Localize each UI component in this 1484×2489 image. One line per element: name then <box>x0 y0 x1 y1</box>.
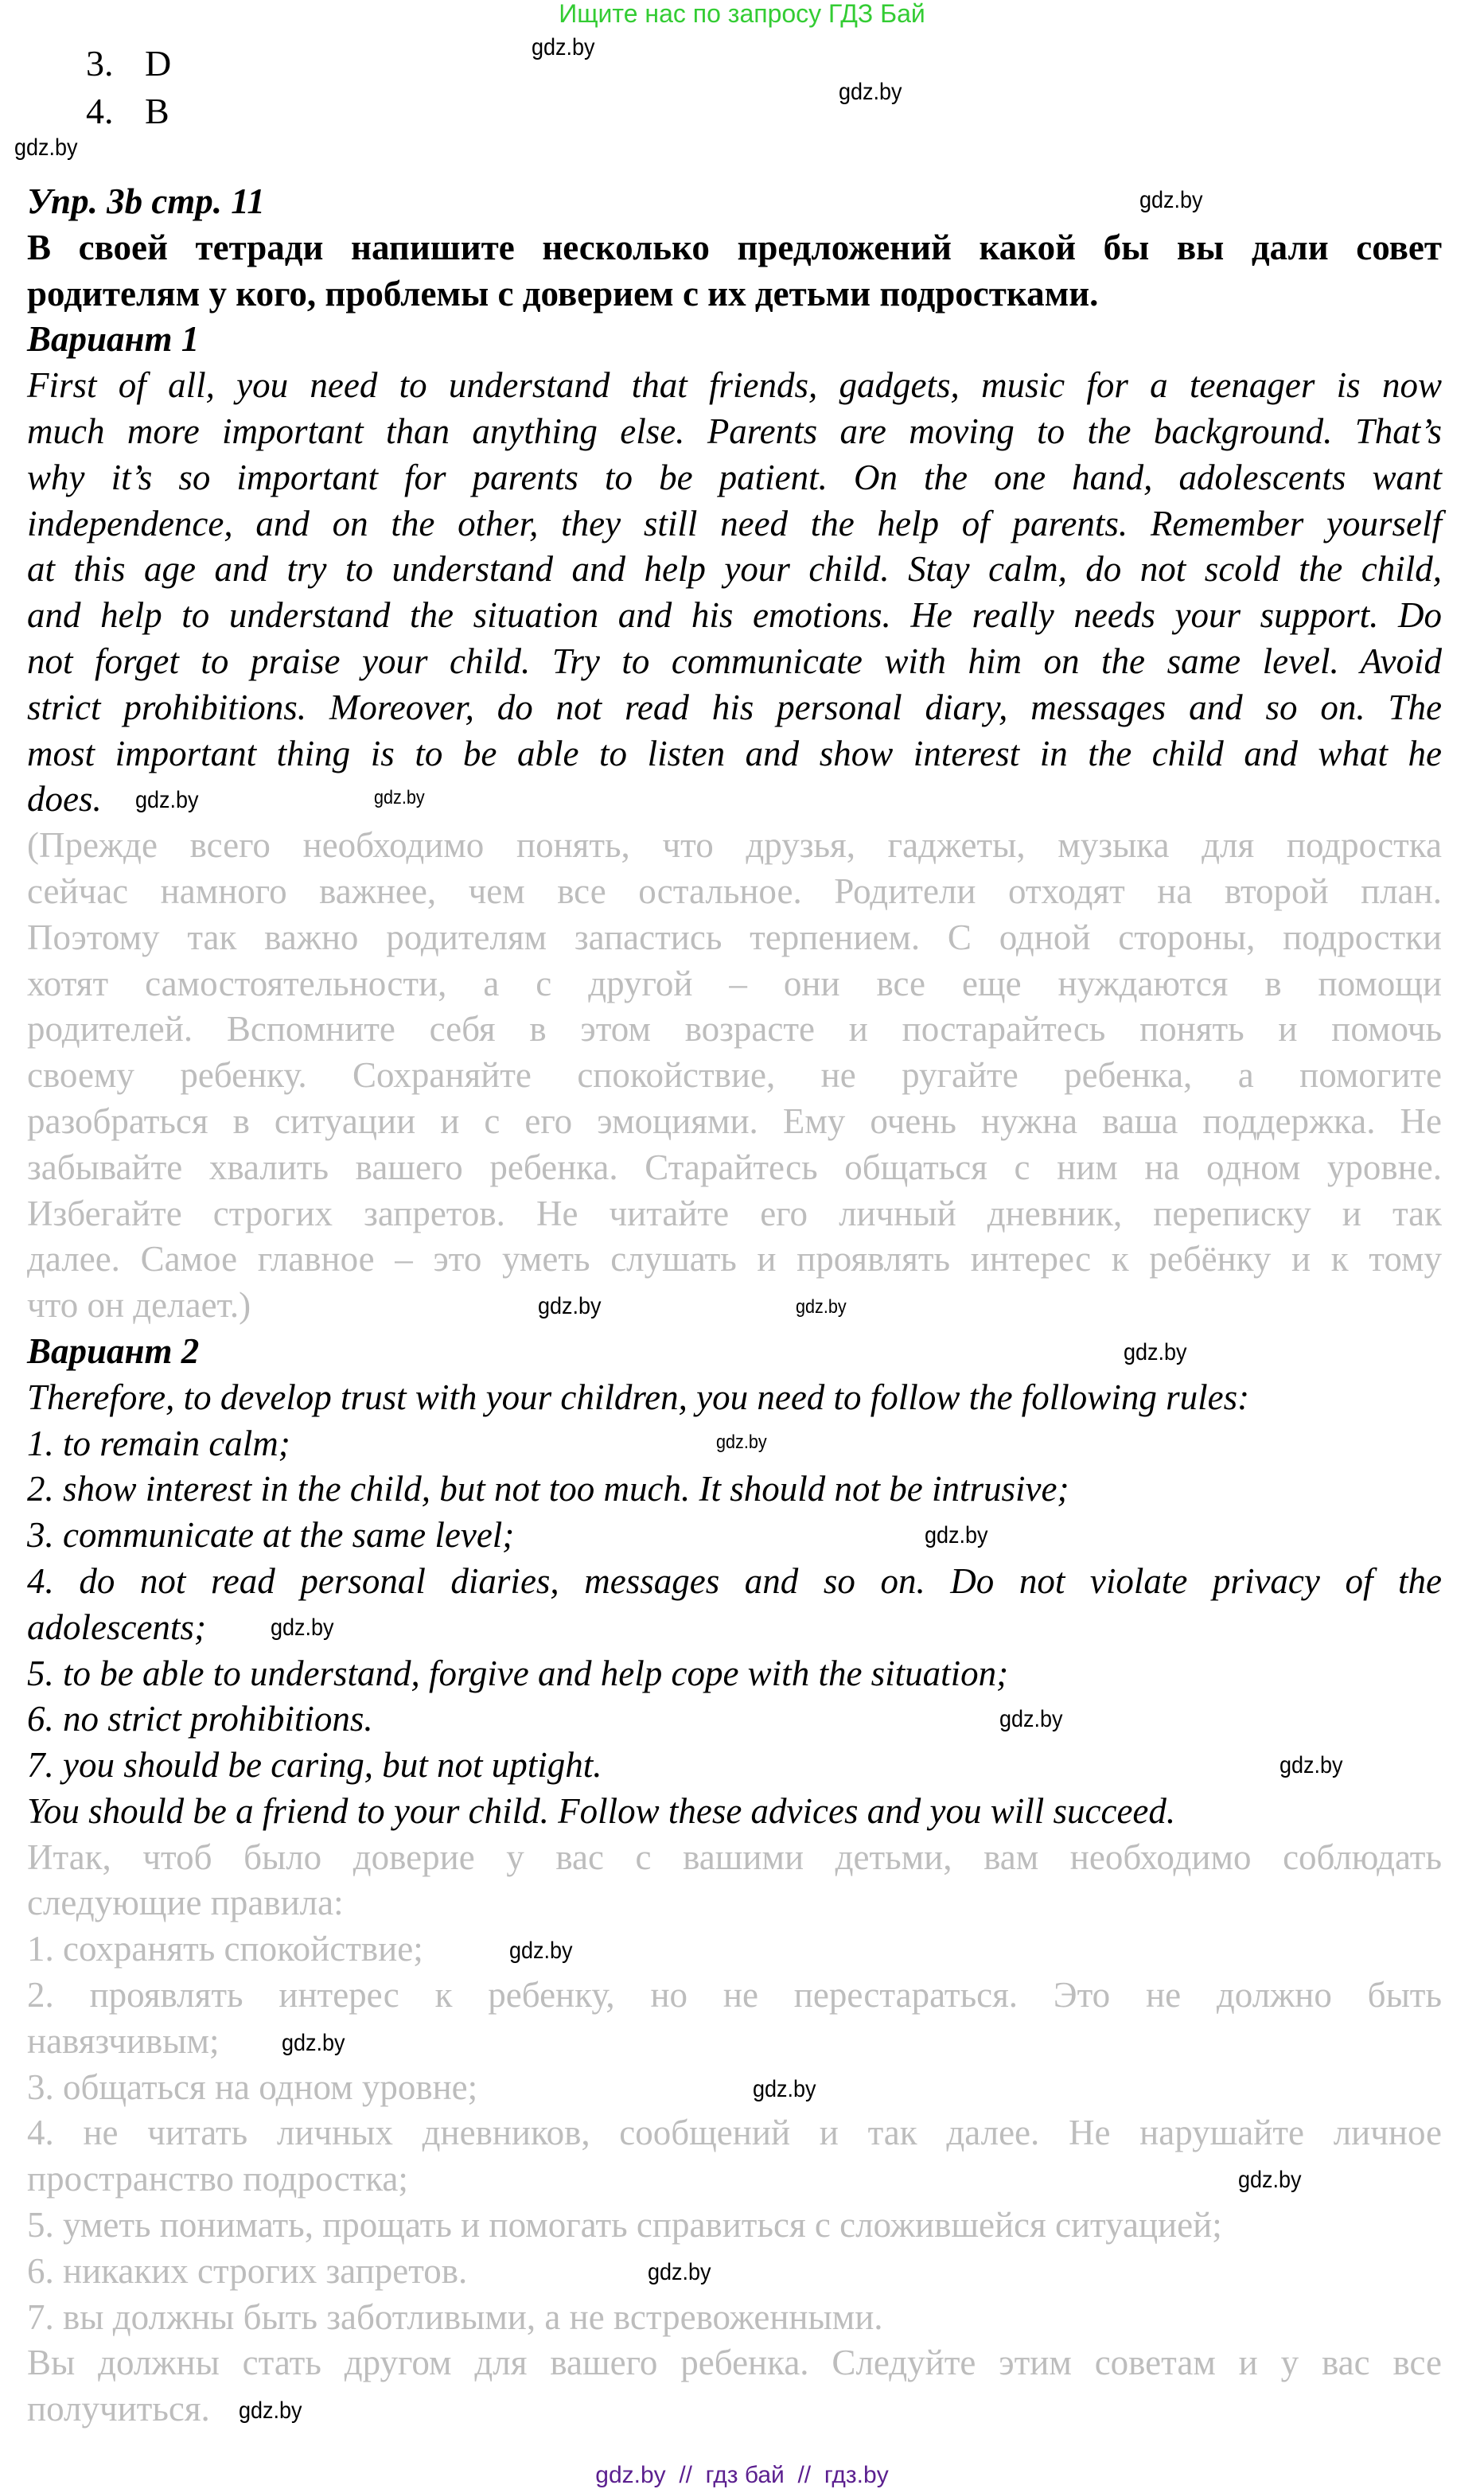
rule-3 <box>27 1513 1442 1559</box>
rule-ru-2 <box>27 1973 1442 2065</box>
watermark: gdz.by <box>1124 1339 1187 1365</box>
text-line: далее. Самое главное – это уметь слушать и проявлять интерес к ребёнку и к тому <box>27 1239 1442 1280</box>
text-line: 7. you should be caring, but not uptight. <box>27 1745 602 1786</box>
watermark: gdz.by <box>374 787 425 808</box>
rule-ru-3 <box>27 2065 1442 2111</box>
rule-ru-1 <box>27 1926 1442 1973</box>
text-line: strict prohibitions. Moreover, do not read his personal diary, messages and so on. The <box>27 687 1442 727</box>
variant-1-russian <box>27 823 1442 1329</box>
text-line: получиться. <box>27 2389 210 2429</box>
text-line: 6. никаких строгих запретов. <box>27 2250 468 2291</box>
watermark: gdz.by <box>753 2076 816 2102</box>
rule-7 <box>27 1743 1442 1789</box>
text-line: 4. do not read personal diaries, messages and so on. Do not violate privacy of the <box>27 1560 1442 1601</box>
rule-6 <box>27 1696 1442 1743</box>
watermark: gdz.by <box>14 134 78 161</box>
text-line: 3. communicate at the same level; <box>27 1515 515 1556</box>
variant-2-conclusion <box>27 1789 1442 1835</box>
answer-number: 3. <box>86 43 114 84</box>
text-line: why it’s so important for parents to be patient. On the one hand, adolescents want <box>27 457 1442 497</box>
watermark: gdz.by <box>538 1293 602 1319</box>
text-line: 2. проявлять интерес к ребенку, но не перестараться. Это не должно быть <box>27 1975 1442 2016</box>
text-line: Упр. 3b стр. 11 <box>27 181 265 221</box>
text-line: хотят самостоятельности, а с другой – они все еще нуждаются в помощи <box>27 963 1442 1003</box>
rule-5 <box>27 1651 1442 1697</box>
task-text <box>27 225 1442 317</box>
watermark: gdz.by <box>135 787 199 813</box>
text-line: Избегайте строгих запретов. Не читайте его личный дневник, переписку и так <box>27 1193 1442 1233</box>
text-line: сейчас намного важнее, чем все остальное. Родители отходят на второй план. <box>27 871 1442 911</box>
watermark: gdz.by <box>999 1706 1063 1732</box>
watermark: gdz.by <box>271 1615 334 1641</box>
answer-letter: D <box>145 43 172 84</box>
watermark: gdz.by <box>509 1938 573 1964</box>
text-line: 2. show interest in the child, but not too much. It should not be intrusive; <box>27 1469 1069 1509</box>
text-line: most important thing is to be able to listen and show interest in the child and what he <box>27 733 1442 773</box>
text-line: Вариант 1 <box>27 319 200 360</box>
watermark: gdz.by <box>925 1522 988 1548</box>
rule-ru-6 <box>27 2249 1442 2295</box>
text-line: First of all, you need to understand that friends, gadgets, music for a teenager is now <box>27 365 1442 406</box>
watermark: gdz.by <box>282 2030 345 2056</box>
text-line: 3. общаться на одном уровне; <box>27 2066 478 2107</box>
footer-links[interactable]: gdz.by // гдз бай // гдз.by <box>595 2462 889 2488</box>
text-line: Вы должны стать другом для вашего ребенка. Следуйте этим советам и у вас все <box>27 2343 1442 2383</box>
text-line: 7. вы должны быть заботливыми, а не встревоженными. <box>27 2296 883 2337</box>
answer-3 <box>86 44 171 84</box>
text-line: Поэтому так важно родителям запастись терпением. С одной стороны, подростки <box>27 917 1442 957</box>
answer-number: 4. <box>86 91 114 131</box>
text-line: 1. сохранять спокойствие; <box>27 1929 423 1969</box>
watermark: gdz.by <box>1238 2167 1302 2193</box>
text-line: родителям у кого, проблемы с доверием с их детьми подростками. <box>27 273 1099 314</box>
text-line: adolescents; <box>27 1607 206 1647</box>
rule-2 <box>27 1467 1442 1513</box>
text-line: Итак, чтоб было доверие у вас с вашими детьми, вам необходимо соблюдать <box>27 1837 1442 1877</box>
text-line: 5. уметь понимать, прощать и помогать справиться с сложившейся ситуацией; <box>27 2205 1222 2246</box>
answer-letter: B <box>145 91 169 131</box>
text-line: своему ребенку. Сохраняйте спокойствие, не ругайте ребенка, а помогите <box>27 1055 1442 1096</box>
text-line: independence, and on the other, they still need the help of parents. Remember yourself <box>27 503 1442 543</box>
answer-4 <box>86 92 169 131</box>
text-line: Вариант 2 <box>27 1330 200 1371</box>
variant-1-heading <box>27 317 1442 363</box>
text-line: что он делает.) <box>27 1285 251 1326</box>
watermark: gdz.by <box>1280 1752 1343 1778</box>
text-line: следующие правила: <box>27 1883 344 1923</box>
text-line: 1. to remain calm; <box>27 1423 290 1463</box>
watermark: gdz.by <box>1139 187 1203 213</box>
text-line: пространство подростка; <box>27 2159 408 2199</box>
text-line: забывайте хвалить вашего ребенка. Старайтесь общаться с ним на одном уровне. <box>27 1147 1442 1187</box>
text-line: Therefore, to develop trust with your children, you need to follow the following rules: <box>27 1377 1250 1417</box>
watermark: gdz.by <box>796 1296 847 1318</box>
text-line: родителей. Вспомните себя в этом возрасте и постарайтесь понять и помочь <box>27 1009 1442 1050</box>
document-body <box>27 179 1442 2433</box>
rule-ru-5 <box>27 2203 1442 2249</box>
text-line: not forget to praise your child. Try to communicate with him on the same level. Avoid <box>27 641 1442 681</box>
watermark: gdz.by <box>532 34 595 60</box>
text-line: much more important than anything else. Parents are moving to the background. That’s <box>27 411 1442 451</box>
rule-ru-4 <box>27 2110 1442 2203</box>
watermark: gdz.by <box>239 2397 302 2424</box>
rule-ru-7 <box>27 2295 1442 2341</box>
text-line: разобраться в ситуации и с его эмоциями. Ему очень нужна ваша поддержка. Не <box>27 1100 1442 1141</box>
variant-2-heading <box>27 1329 1442 1375</box>
variant-2-intro <box>27 1375 1442 1421</box>
rule-4 <box>27 1559 1442 1651</box>
text-line: and help to understand the situation and his emotions. He really needs your support. Do <box>27 595 1442 636</box>
text-line: You should be a friend to your child. Follow these advices and you will succeed. <box>27 1790 1176 1831</box>
watermark: gdz.by <box>839 79 902 105</box>
watermark: gdz.by <box>716 1431 767 1453</box>
text-line: (Прежде всего необходимо понять, что друзья, гаджеты, музыка для подростка <box>27 825 1442 866</box>
text-line: В своей тетради напишите несколько предложений какой бы вы дали совет <box>27 227 1442 267</box>
text-line: навязчивым; <box>27 2020 220 2061</box>
text-line: at this age and try to understand and help your child. Stay calm, do not scold the child, <box>27 549 1442 590</box>
text-line: 4. не читать личных дневников, сообщений и так далее. Не нарушайте личное <box>27 2113 1442 2153</box>
exercise-title <box>27 179 1442 225</box>
watermark: gdz.by <box>648 2259 711 2285</box>
text-line: does. <box>27 779 102 820</box>
search-banner: Ищите нас по запросу ГДЗ Бай <box>559 0 925 28</box>
variant-2-ru-intro <box>27 1835 1442 1927</box>
text-line: 6. no strict prohibitions. <box>27 1699 373 1739</box>
variant-1-english <box>27 363 1442 823</box>
text-line: 5. to be able to understand, forgive and help cope with the situation; <box>27 1653 1009 1693</box>
